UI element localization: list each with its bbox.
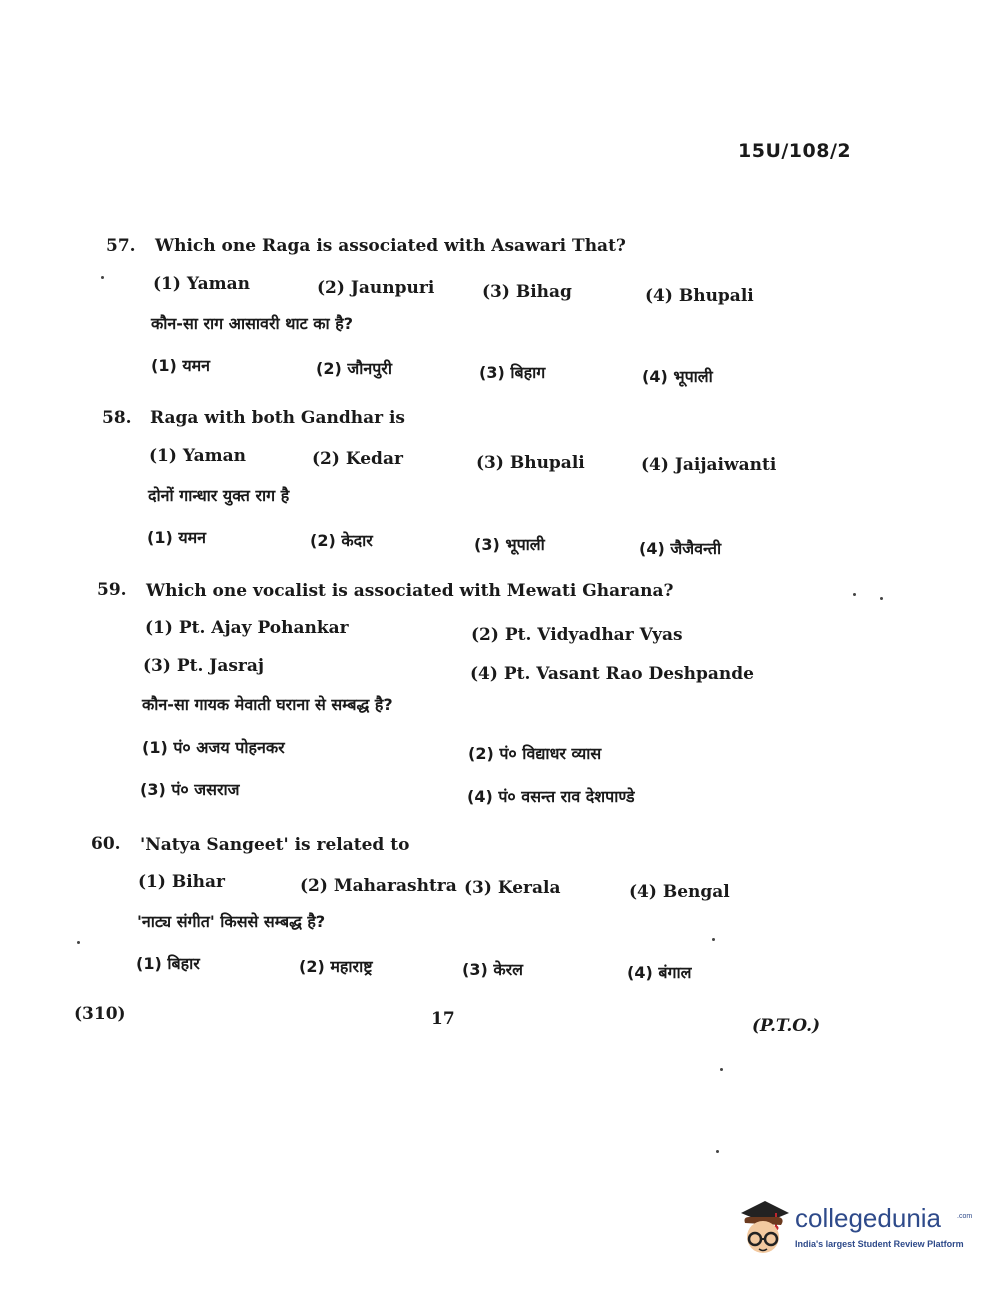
- scan-speck: [720, 1068, 723, 1071]
- hindi-question-text: कौन-सा गायक मेवाती घराना से सम्बद्ध है?: [142, 695, 393, 714]
- hindi-option: (3) पं० जसराज: [140, 780, 240, 799]
- question-text: Raga with both Gandhar is: [150, 408, 405, 428]
- hindi-option: (1) यमन: [151, 356, 211, 375]
- question-number: 57.: [106, 236, 136, 256]
- hindi-option: (2) पं० विद्याधर व्यास: [468, 744, 602, 763]
- option: (1) Bihar: [138, 872, 225, 892]
- collegedunia-logo: [735, 1195, 973, 1265]
- option: (1) Pt. Ajay Pohankar: [145, 618, 349, 638]
- hindi-option: (4) पं० वसन्त राव देशपाण्डे: [467, 787, 635, 806]
- hindi-question-text: दोनों गान्धार युक्त राग है: [148, 486, 290, 505]
- brand-dot-com: .com: [957, 1213, 973, 1220]
- option: (3) Bhupali: [476, 453, 585, 473]
- question-text: Which one Raga is associated with Asawari That?: [155, 236, 626, 256]
- hindi-option: (1) बिहार: [136, 954, 200, 973]
- brand-tagline: India's largest Student Review Platform: [795, 1239, 964, 1249]
- option: (3) Pt. Jasraj: [143, 656, 265, 676]
- question-text: 'Natya Sangeet' is related to: [140, 835, 410, 855]
- hindi-option: (4) जैजैवन्ती: [639, 539, 722, 558]
- option: (2) Kedar: [312, 449, 403, 469]
- question-number: 60.: [91, 834, 121, 854]
- hindi-option: (4) बंगाल: [627, 963, 692, 982]
- scan-speck: [712, 938, 715, 941]
- hindi-option: (1) यमन: [147, 528, 207, 547]
- hindi-option: (3) भूपाली: [474, 535, 545, 554]
- hindi-option: (2) केदार: [310, 531, 373, 550]
- scan-speck: [716, 1150, 719, 1153]
- hindi-option: (4) भूपाली: [642, 367, 713, 386]
- option: (2) Maharashtra: [300, 876, 457, 896]
- pto-label: (P.T.O.): [752, 1016, 821, 1036]
- mascot-icon: [735, 1195, 793, 1259]
- option: (2) Jaunpuri: [317, 278, 435, 298]
- hindi-option: (1) पं० अजय पोहनकर: [142, 738, 285, 757]
- option: (4) Bhupali: [645, 286, 754, 306]
- question-number: 58.: [102, 408, 132, 428]
- scan-speck: [101, 276, 104, 279]
- option: (4) Jaijaiwanti: [641, 455, 777, 475]
- option: (1) Yaman: [149, 446, 247, 466]
- footer-code: (310): [74, 1004, 126, 1024]
- option: (4) Bengal: [629, 882, 730, 902]
- page-number: 17: [431, 1009, 455, 1029]
- option: (4) Pt. Vasant Rao Deshpande: [470, 664, 754, 684]
- paper-code: 15U/108/2: [738, 140, 852, 162]
- question-text: Which one vocalist is associated with Mewati Gharana?: [146, 581, 674, 601]
- question-number: 59.: [97, 580, 127, 600]
- hindi-question-text: कौन-सा राग आसावरी थाट का है?: [151, 314, 353, 333]
- hindi-option: (2) जौनपुरी: [316, 359, 393, 378]
- scan-speck: [853, 593, 856, 596]
- option: (1) Yaman: [153, 274, 251, 294]
- hindi-question-text: 'नाट्य संगीत' किससे सम्बद्ध है?: [137, 912, 326, 931]
- scan-speck: [880, 597, 883, 600]
- hindi-option: (2) महाराष्ट्र: [299, 957, 373, 976]
- brand-name: collegedunia: [795, 1203, 942, 1233]
- scan-speck: [77, 941, 80, 944]
- hindi-option: (3) केरल: [462, 960, 524, 979]
- option: (3) Bihag: [482, 282, 572, 302]
- hindi-option: (3) बिहाग: [479, 363, 546, 382]
- option: (3) Kerala: [464, 878, 561, 898]
- option: (2) Pt. Vidyadhar Vyas: [471, 625, 683, 645]
